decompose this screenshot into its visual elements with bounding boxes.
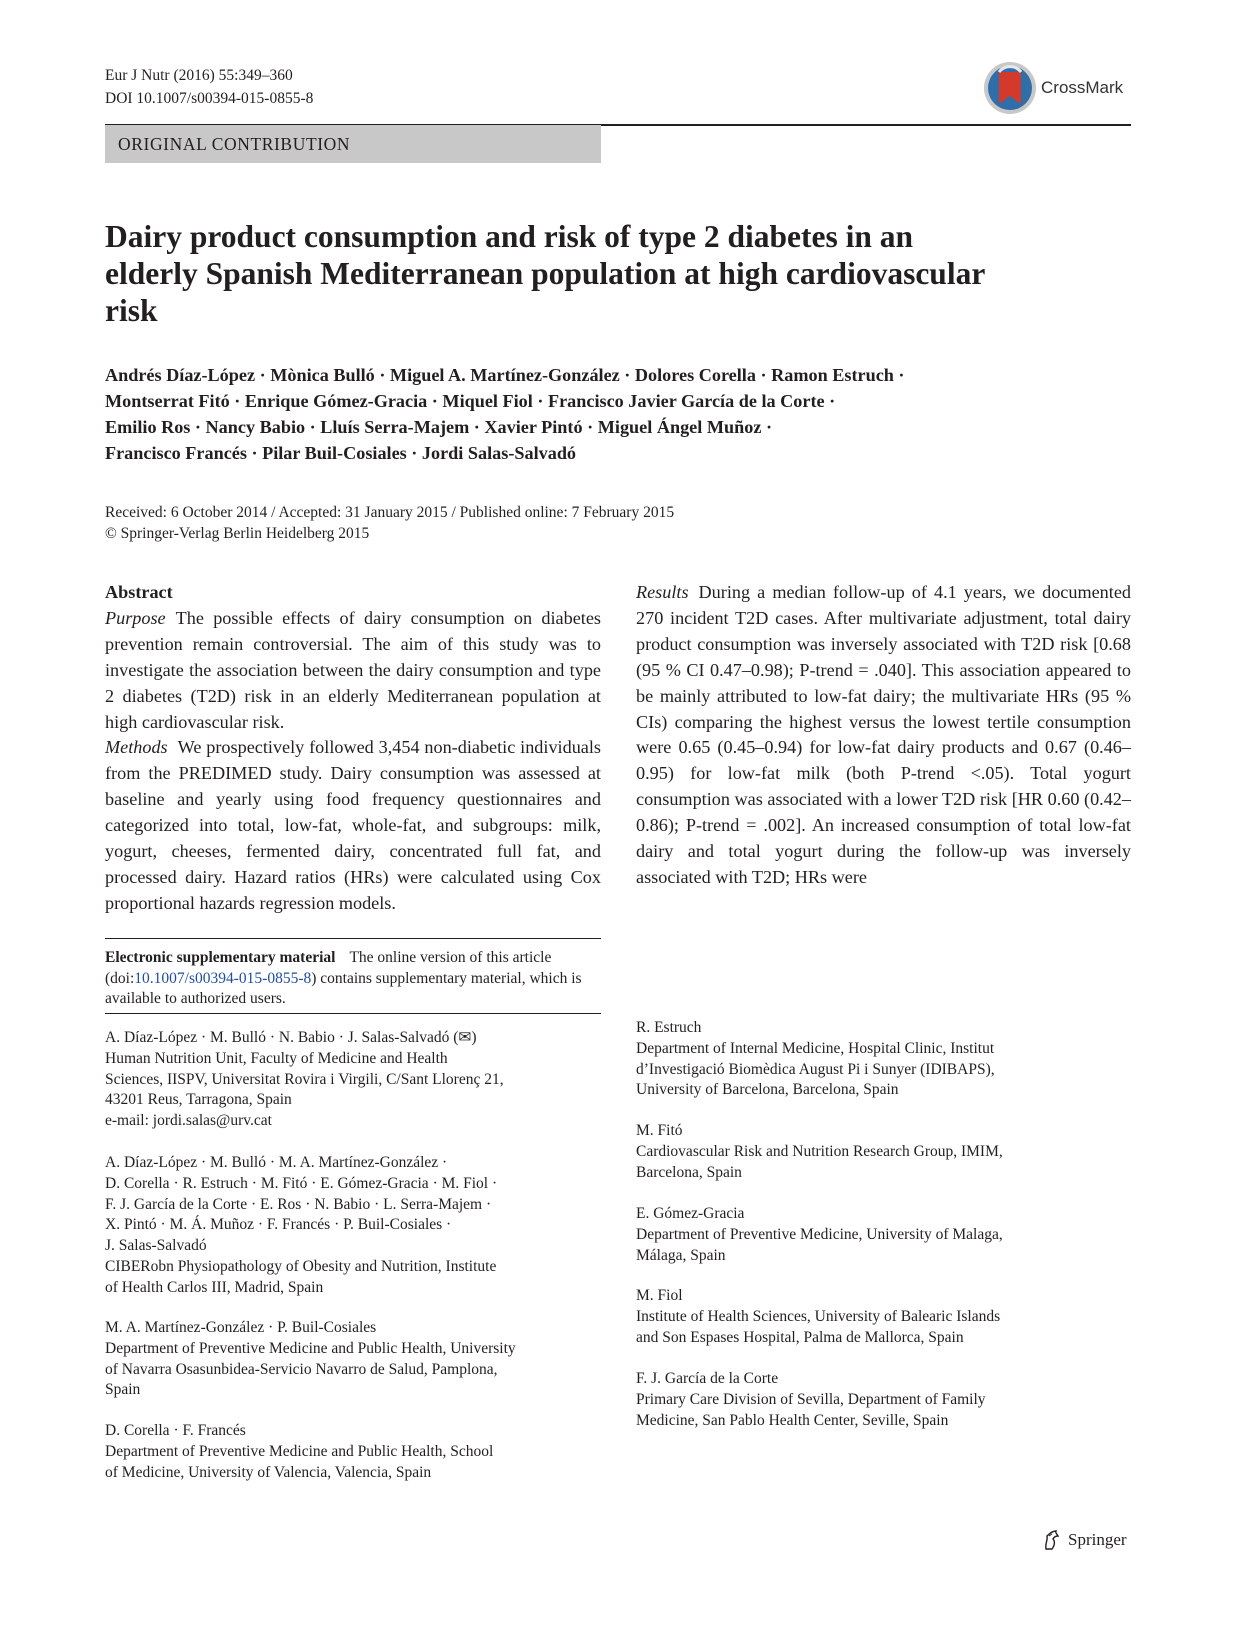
- affiliation-block: [636, 1369, 1116, 1431]
- article-title: [105, 218, 1065, 329]
- section-label: ORIGINAL CONTRIBUTION: [105, 125, 601, 163]
- affiliation-line: d’Investigació Biomèdica August Pi i Sunyer (IDIBAPS),: [636, 1060, 995, 1078]
- affiliation-line: of Health Carlos III, Madrid, Spain: [105, 1278, 324, 1296]
- methods-text: We prospectively followed 3,454 non-diabetic individuals from the PREDIMED study. Dairy consumption was assessed at baseline and yearly using food frequency questionnaires and categorized into total, low-fat, whole-fat, and subgroups: milk, yogurt, cheeses, fermented dairy, concentrated full fat, and processed dairy. Hazard ratios (HRs) were calculated using Cox proportional hazards regression models.: [105, 737, 601, 913]
- supplementary-note: [105, 948, 601, 1010]
- affiliation-line: Institute of Health Sciences, University of Balearic Islands: [636, 1307, 1001, 1325]
- footnote-rule: [105, 938, 601, 939]
- affiliation-names: A. Díaz-López · M. Bulló · N. Babio · J. Salas-Salvadó (✉): [105, 1029, 477, 1046]
- affiliation-line: Department of Internal Medicine, Hospital Clinic, Institut: [636, 1039, 995, 1057]
- affiliation-line: of Navarra Osasunbidea-Servicio Navarro de Salud, Pamplona,: [105, 1360, 498, 1378]
- abstract-heading: Abstract: [105, 582, 173, 602]
- affiliation-names: D. Corella · F. Francés: [105, 1422, 246, 1439]
- springer-horse-icon: [1040, 1528, 1064, 1552]
- affiliation-line: Human Nutrition Unit, Faculty of Medicine and Health: [105, 1049, 448, 1067]
- results-text: During a median follow-up of 4.1 years, we documented 270 incident T2D cases. After multivariate adjustment, total dairy product consumption was inversely associated with T2D risk [0.68 (95 % CI 0.47–0.98); P-trend = .040]. This association appeared to be mainly attributed to low-fat dairy; the multivariate HRs (95 % CIs) comparing the highest versus the lowest tertile consumption were 0.65 (0.45–0.94) for low-fat dairy products and 0.67 (0.46–0.95) for low-fat milk (both P-trend <.05). Total yogurt consumption was associated with a lower T2D risk [HR 0.60 (0.42–0.86); P-trend = .002]. An increased consumption of total low-fat dairy and total yogurt during the follow-up was inversely associated with T2D; HRs were: [636, 582, 1131, 887]
- affiliation-line: Department of Preventive Medicine and Public Health, School: [105, 1442, 494, 1460]
- affiliation-names: E. Gómez-Gracia: [636, 1205, 745, 1222]
- journal-reference: Eur J Nutr (2016) 55:349–360: [105, 67, 293, 84]
- crossmark-icon: [982, 60, 1038, 116]
- affiliation-block: [636, 1286, 1116, 1348]
- affiliation-line: Medicine, San Pablo Health Center, Seville, Spain: [636, 1411, 949, 1429]
- affiliation-line: and Son Espases Hospital, Palma de Mallorca, Spain: [636, 1328, 964, 1346]
- affiliation-names: M. Fitó: [636, 1122, 683, 1139]
- doi-line: DOI 10.1007/s00394-015-0855-8: [105, 90, 314, 107]
- affiliation-block: [105, 1153, 585, 1299]
- affiliation-line: Primary Care Division of Sevilla, Department of Family: [636, 1390, 986, 1408]
- methods-label: Methods: [105, 737, 168, 758]
- author-line: Montserrat Fitó · Enrique Gómez-Gracia · Miquel Fiol · Francisco Javier García de la Corte ·: [105, 391, 836, 411]
- esm-label: Electronic supplementary material: [105, 949, 336, 966]
- author-line: Francisco Francés · Pilar Buil-Cosiales · Jordi Salas-Salvadó: [105, 443, 577, 463]
- affiliation-line: X. Pintó · M. Á. Muñoz · F. Francés · P. Buil-Cosiales ·: [105, 1216, 452, 1234]
- affiliation-line: Málaga, Spain: [636, 1246, 726, 1264]
- history-dates: Received: 6 October 2014 / Accepted: 31 January 2015 / Published online: 7 February 2015: [105, 504, 675, 521]
- affiliation-block: [636, 1018, 1116, 1101]
- affiliation-names: R. Estruch: [636, 1019, 702, 1036]
- affiliation-block: [636, 1204, 1116, 1266]
- affiliation-block: [636, 1121, 1116, 1183]
- affiliation-line: F. J. García de la Corte · E. Ros · N. Babio · L. Serra-Majem ·: [105, 1195, 492, 1213]
- affiliation-line: Department of Preventive Medicine, University of Malaga,: [636, 1225, 1003, 1243]
- footnote-rule: [105, 1013, 601, 1014]
- affiliation-line: J. Salas-Salvadó: [105, 1237, 207, 1255]
- affiliation-names: M. A. Martínez-González · P. Buil-Cosiales: [105, 1319, 377, 1336]
- springer-logo: [1040, 1528, 1127, 1552]
- esm-text: ) contains supplementary material, which is available to authorized users.: [105, 969, 582, 1008]
- affiliation-line: 43201 Reus, Tarragona, Spain: [105, 1091, 292, 1109]
- springer-label: Springer: [1068, 1530, 1127, 1549]
- esm-doi-link[interactable]: 10.1007/s00394-015-0855-8: [134, 969, 312, 987]
- abstract-right-column: [636, 580, 1131, 891]
- affiliation-names: M. Fiol: [636, 1287, 683, 1304]
- author-line: Andrés Díaz-López · Mònica Bulló · Miguel A. Martínez-González · Dolores Corella · Ramon Estruch ·: [105, 365, 905, 385]
- title-line: Dairy product consumption and risk of type 2 diabetes in an: [105, 219, 914, 254]
- affiliation-names: F. J. García de la Corte: [636, 1370, 779, 1387]
- affiliation-line: Barcelona, Spain: [636, 1163, 742, 1181]
- results-label: Results: [636, 582, 689, 602]
- affiliation-email[interactable]: e-mail: jordi.salas@urv.cat: [105, 1112, 272, 1130]
- affiliation-line: Cardiovascular Risk and Nutrition Research Group, IMIM,: [636, 1142, 1003, 1160]
- esm-text: The online version of this article (doi:: [105, 949, 552, 987]
- article-history: [105, 502, 674, 544]
- author-line: Emilio Ros · Nancy Babio · Lluís Serra-Majem · Xavier Pintó · Miguel Ángel Muñoz ·: [105, 417, 773, 437]
- author-list: [105, 362, 1125, 466]
- affiliation-line: CIBERobn Physiopathology of Obesity and Nutrition, Institute: [105, 1257, 497, 1275]
- abstract-purpose: [105, 606, 601, 736]
- affiliation-block: [105, 1421, 585, 1483]
- affiliation-names: A. Díaz-López · M. Bulló · M. A. Martínez-González ·: [105, 1154, 448, 1171]
- affiliation-line: Spain: [105, 1381, 141, 1399]
- affiliation-line: of Medicine, University of Valencia, Valencia, Spain: [105, 1463, 432, 1481]
- copyright-line: © Springer-Verlag Berlin Heidelberg 2015: [105, 525, 370, 542]
- abstract-left-column: [105, 580, 601, 917]
- abstract-methods: [105, 735, 601, 916]
- affiliation-line: D. Corella · R. Estruch · M. Fitó · E. Gómez-Gracia · M. Fiol ·: [105, 1174, 498, 1192]
- affiliation-line: Department of Preventive Medicine and Public Health, University: [105, 1339, 516, 1357]
- purpose-label: Purpose: [105, 607, 166, 628]
- purpose-text: The possible effects of dairy consumption on diabetes prevention remain controversial. The aim of this study was to investigate the association between the dairy consumption and type 2 diabetes (T2D) risk in an elderly Mediterranean population at high cardiovascular risk.: [105, 607, 601, 732]
- crossmark-label: CrossMark: [1041, 78, 1124, 97]
- abstract-results: [636, 580, 1131, 891]
- affiliation-line: Sciences, IISPV, Universitat Rovira i Virgili, C/Sant Llorenç 21,: [105, 1070, 504, 1088]
- title-line: elderly Spanish Mediterranean population at high cardiovascular: [105, 256, 986, 291]
- crossmark-badge[interactable]: [982, 60, 1123, 116]
- affiliation-block: [105, 1028, 585, 1132]
- title-line: risk: [105, 293, 158, 328]
- affiliation-block: [105, 1318, 585, 1401]
- affiliation-line: University of Barcelona, Barcelona, Spain: [636, 1081, 899, 1099]
